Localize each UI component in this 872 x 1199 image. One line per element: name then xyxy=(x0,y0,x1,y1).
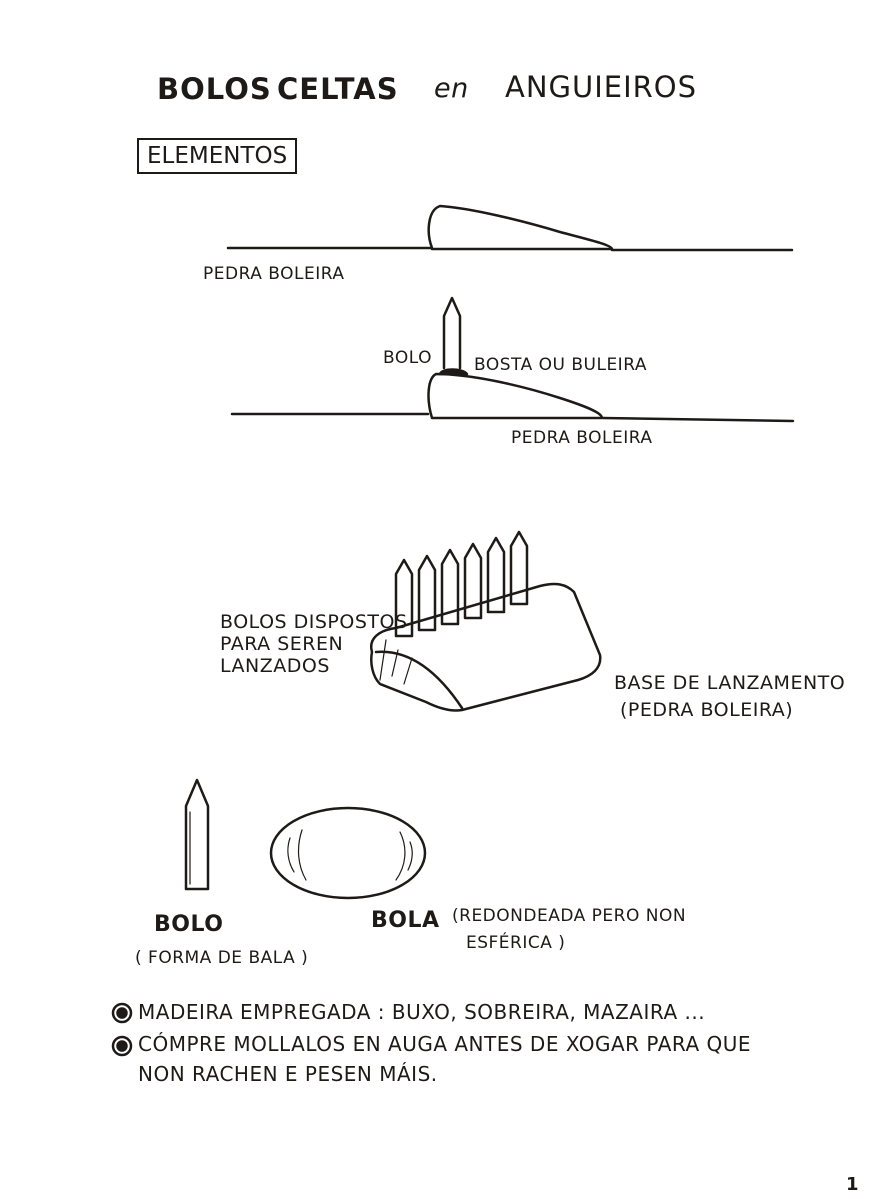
title-bolos: BOLOS xyxy=(157,72,272,106)
fig3-base-stone xyxy=(371,584,600,711)
fig2-label-pedra-boleira: PEDRA BOLEIRA xyxy=(511,428,653,448)
bullet-icon-2 xyxy=(113,1037,131,1055)
fig1-label-pedra-boleira: PEDRA BOLEIRA xyxy=(203,264,345,284)
fig2-label-bolo: BOLO xyxy=(383,348,432,368)
note-mollalos-line2: NON RACHEN E PESEN MÁIS. xyxy=(138,1062,438,1086)
fig3-label-bolos-dispostos-line1: BOLOS DISPOSTOS xyxy=(220,611,408,633)
fig2-label-bosta: BOSTA OU BULEIRA xyxy=(474,355,647,375)
fig3-bolo-pins xyxy=(396,532,527,636)
note-mollalos-line1: CÓMPRE MOLLALOS EN AUGA ANTES DE XOGAR PARA QUE xyxy=(138,1032,752,1056)
fig4-label-bolo-note: ( FORMA DE BALA ) xyxy=(135,948,309,968)
title-celtas: CELTAS xyxy=(277,72,399,106)
section-heading-elementos: ELEMENTOS xyxy=(137,138,297,174)
fig4-label-bolo: BOLO xyxy=(154,912,224,937)
note-madeira: MADEIRA EMPREGADA : BUXO, SOBREIRA, MAZAIRA ... xyxy=(138,1000,706,1024)
title-connector: en xyxy=(434,73,469,104)
fig2-bosta-lump xyxy=(440,370,467,375)
fig3-label-bolos-dispostos-line2: PARA SEREN xyxy=(220,633,344,655)
fig2-bolo-pin xyxy=(444,298,460,368)
fig4-bolo-pin xyxy=(186,780,208,889)
page-number: 1 xyxy=(846,1174,860,1195)
fig4-bola xyxy=(271,808,425,898)
fig4-label-bola-note-line2: ESFÉRICA ) xyxy=(466,933,566,953)
fig3-label-bolos-dispostos-line3: LANZADOS xyxy=(220,655,330,677)
fig2-pedra-boleira-stone xyxy=(429,374,602,418)
fig4-label-bola: BOLA xyxy=(371,908,440,933)
bullet-icon-1 xyxy=(113,1004,131,1022)
fig3-label-base-line1: BASE DE LANZAMENTO xyxy=(614,672,846,694)
fig4-label-bola-note-line1: (REDONDEADA PERO NON xyxy=(452,906,687,926)
fig3-label-base-line2: (PEDRA BOLEIRA) xyxy=(620,699,794,721)
fig1-pedra-boleira-stone xyxy=(429,206,612,249)
title-place: ANGUIEIROS xyxy=(505,70,698,104)
